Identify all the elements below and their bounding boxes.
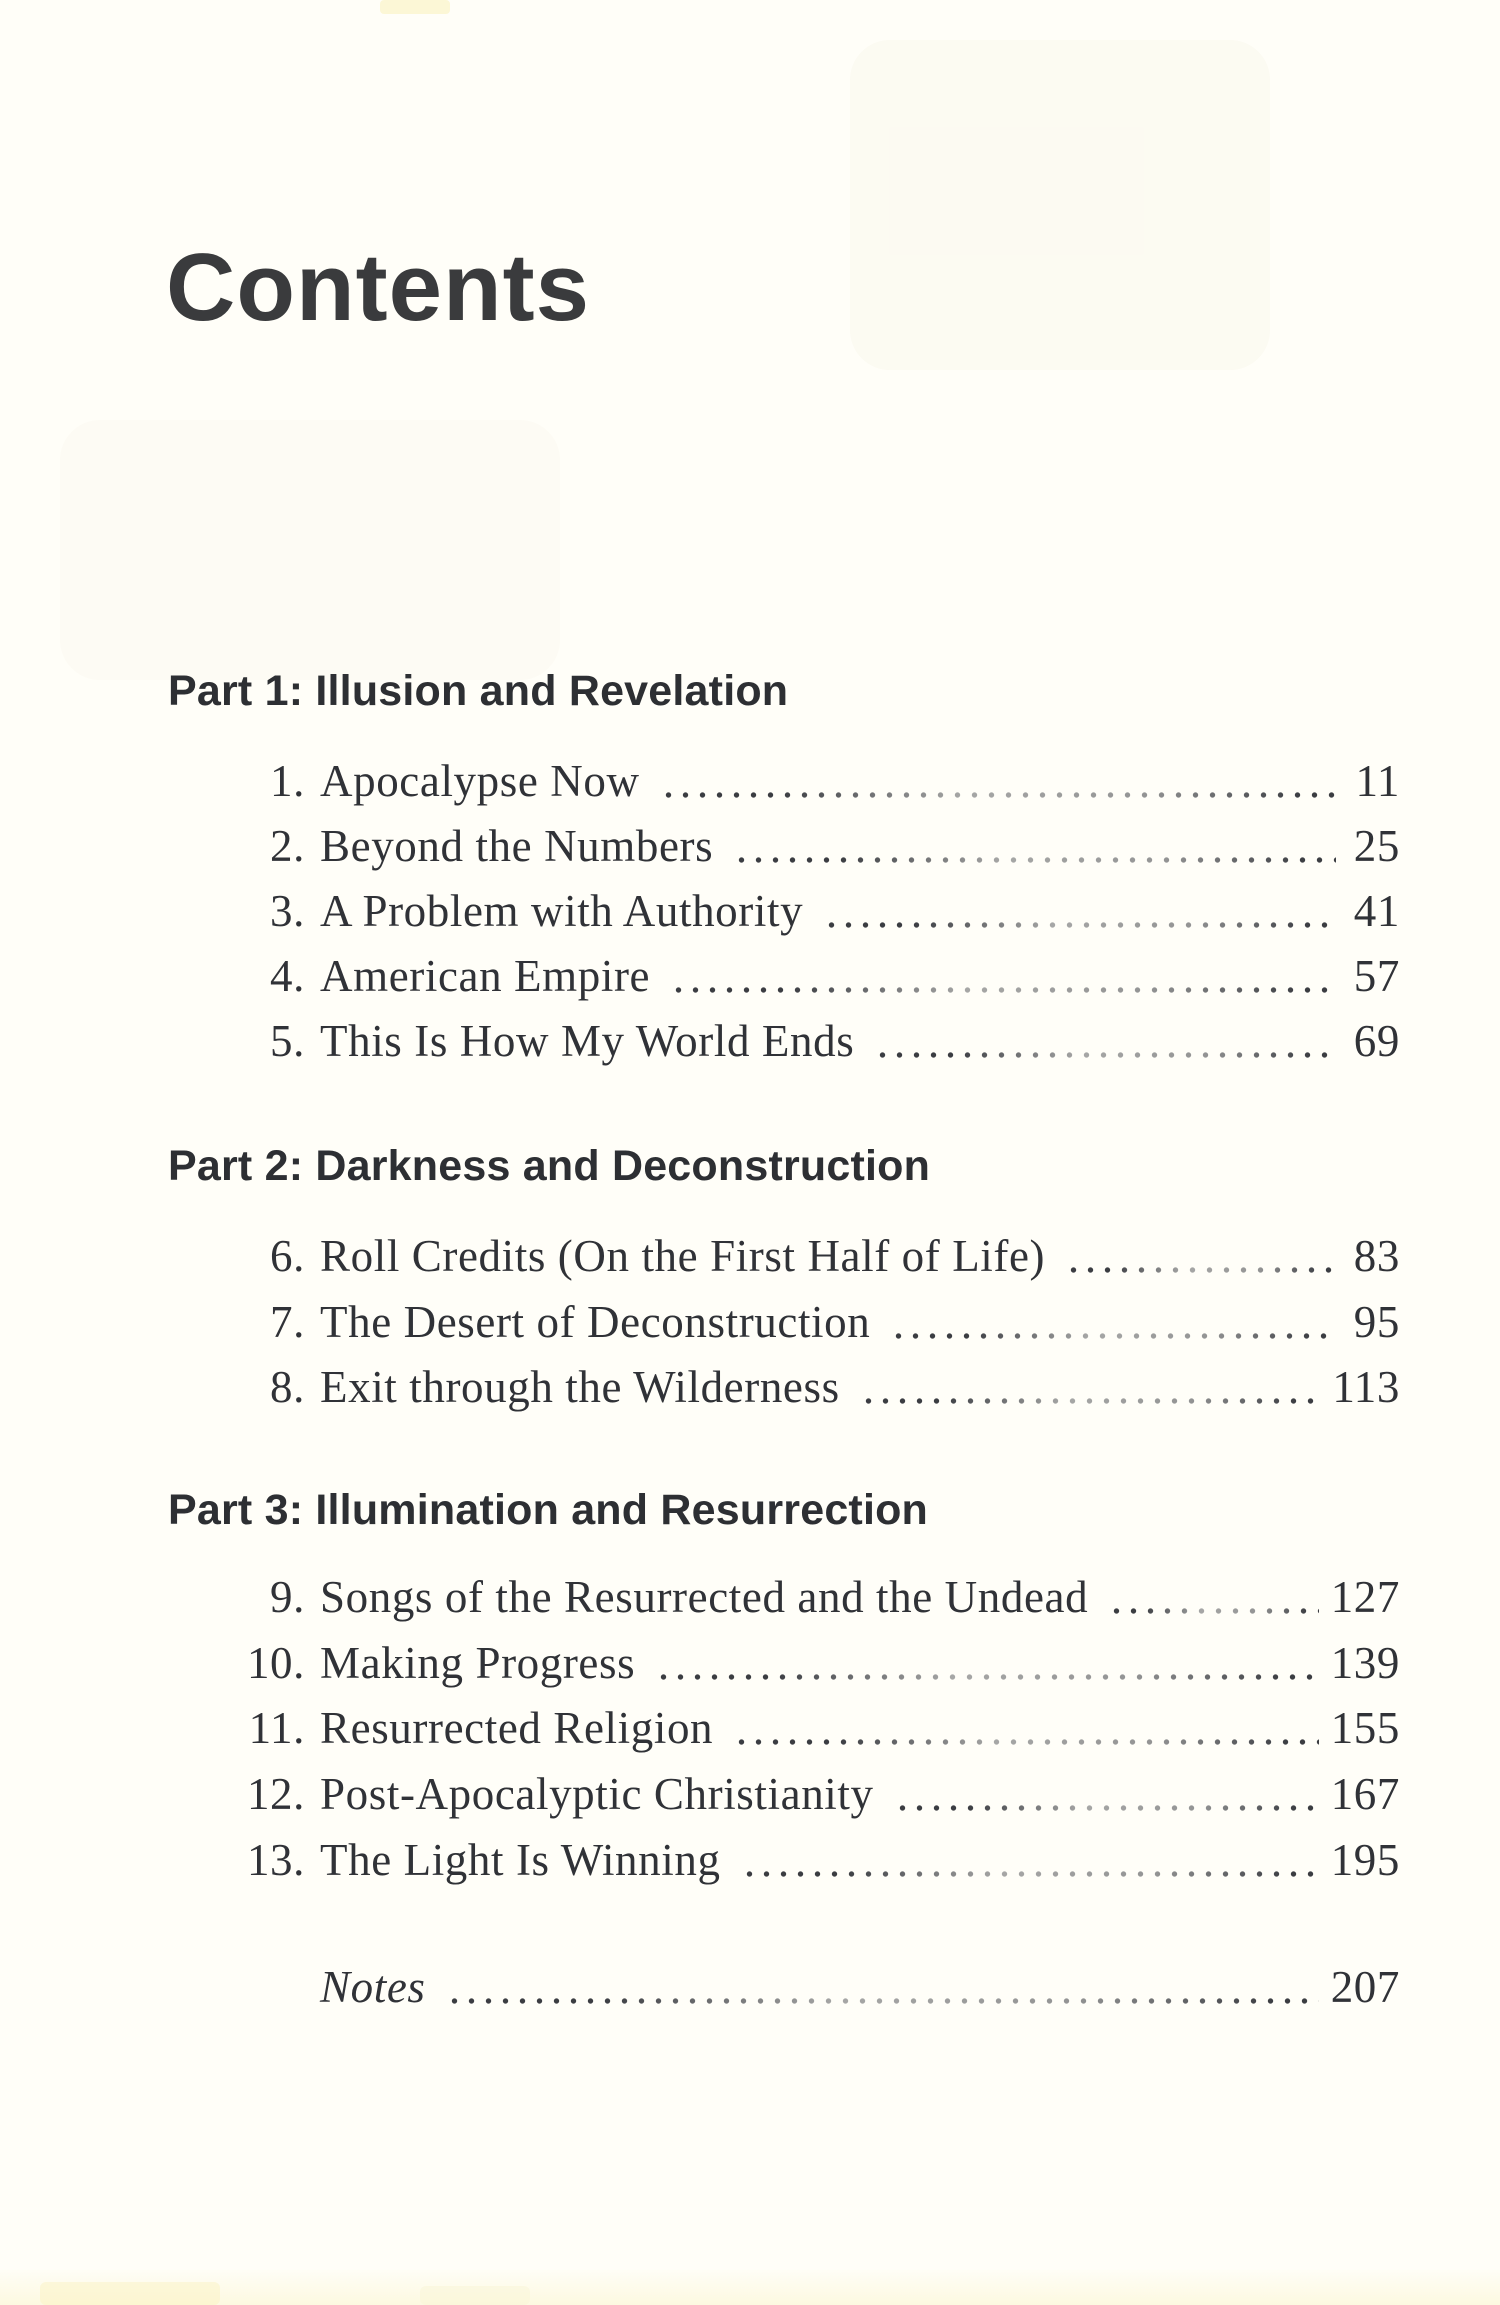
chapter-title: The Desert of Deconstruction xyxy=(320,1297,871,1347)
chapter-number: 12. xyxy=(246,1769,305,1819)
chapter-row xyxy=(168,756,1400,808)
dot-leader xyxy=(656,756,1336,808)
chapter-row xyxy=(168,951,1400,1003)
chapter-title: Making Progress xyxy=(320,1638,636,1688)
chapter-row xyxy=(168,1769,1400,1821)
chapter-number: 10. xyxy=(246,1638,305,1688)
chapter-row xyxy=(168,1231,1400,1283)
chapter-title: A Problem with Authority xyxy=(320,886,804,936)
scan-artifact xyxy=(40,2282,220,2305)
chapter-title: Exit through the Wilderness xyxy=(320,1362,840,1412)
page-number: 113 xyxy=(1332,1362,1400,1412)
chapter-number: 5. xyxy=(270,1016,305,1066)
page-number: 83 xyxy=(1353,1231,1400,1281)
part-1-heading: Part 1: Illusion and Revelation xyxy=(168,667,789,715)
chapter-number: 1. xyxy=(270,756,305,806)
chapter-title: American Empire xyxy=(320,951,651,1001)
chapter-row xyxy=(168,886,1400,938)
dot-leader xyxy=(890,1769,1319,1821)
dot-leader xyxy=(666,951,1336,1003)
chapter-row xyxy=(168,1638,1400,1690)
part-2-heading: Part 2: Darkness and Deconstruction xyxy=(168,1142,931,1190)
chapter-number: 7. xyxy=(270,1297,305,1347)
scan-artifact xyxy=(60,420,560,680)
chapter-number: 13. xyxy=(246,1835,305,1885)
scan-artifact xyxy=(420,2286,530,2305)
chapter-title: Songs of the Resurrected and the Undead xyxy=(320,1572,1089,1622)
chapter-row xyxy=(168,1703,1400,1755)
chapter-number: 6. xyxy=(270,1231,305,1281)
page-number: 127 xyxy=(1330,1572,1400,1622)
page-number: 69 xyxy=(1353,1016,1400,1066)
chapter-number: 4. xyxy=(270,951,305,1001)
page-title: Contents xyxy=(166,234,590,341)
page-number: 195 xyxy=(1330,1835,1400,1885)
chapter-title: Roll Credits (On the First Half of Life) xyxy=(320,1231,1046,1281)
page-number: 207 xyxy=(1330,1962,1400,2012)
page-number: 25 xyxy=(1353,821,1400,871)
page-number: 11 xyxy=(1355,756,1400,806)
dot-leader xyxy=(856,1362,1321,1414)
dot-leader xyxy=(1061,1231,1336,1283)
dot-leader xyxy=(729,821,1336,873)
chapter-title: This Is How My World Ends xyxy=(320,1016,855,1066)
dot-leader xyxy=(870,1016,1336,1068)
chapter-number: 8. xyxy=(270,1362,305,1412)
chapter-row xyxy=(168,1835,1400,1887)
dot-leader xyxy=(1104,1572,1319,1624)
chapter-title: The Light Is Winning xyxy=(320,1835,721,1885)
page-number: 41 xyxy=(1353,886,1400,936)
notes-label: Notes xyxy=(320,1962,426,2012)
page-number: 155 xyxy=(1330,1703,1400,1753)
notes-row xyxy=(168,1962,1400,2014)
chapter-number: 2. xyxy=(270,821,305,871)
chapter-row xyxy=(168,1297,1400,1349)
chapter-row xyxy=(168,1016,1400,1068)
dot-leader xyxy=(729,1703,1319,1755)
chapter-title: Beyond the Numbers xyxy=(320,821,714,871)
scan-artifact xyxy=(380,0,450,14)
dot-leader xyxy=(442,1962,1319,2014)
part-3-heading: Part 3: Illumination and Resurrection xyxy=(168,1486,929,1534)
scan-artifact xyxy=(0,2268,1500,2305)
page-number: 57 xyxy=(1353,951,1400,1001)
chapter-row xyxy=(168,821,1400,873)
dot-leader xyxy=(737,1835,1319,1887)
dot-leader xyxy=(651,1638,1318,1690)
chapter-title: Apocalypse Now xyxy=(320,756,640,806)
chapter-number: 3. xyxy=(270,886,305,936)
chapter-title: Post-Apocalyptic Christianity xyxy=(320,1769,874,1819)
chapter-number: 11. xyxy=(248,1703,305,1753)
page-number: 95 xyxy=(1353,1297,1400,1347)
dot-leader xyxy=(819,886,1336,938)
chapter-title: Resurrected Religion xyxy=(320,1703,714,1753)
page-number: 167 xyxy=(1330,1769,1400,1819)
scan-artifact xyxy=(850,40,1270,370)
chapter-row xyxy=(168,1362,1400,1414)
chapter-row xyxy=(168,1572,1400,1624)
page-number: 139 xyxy=(1330,1638,1400,1688)
chapter-number: 9. xyxy=(270,1572,305,1622)
dot-leader xyxy=(886,1297,1336,1349)
